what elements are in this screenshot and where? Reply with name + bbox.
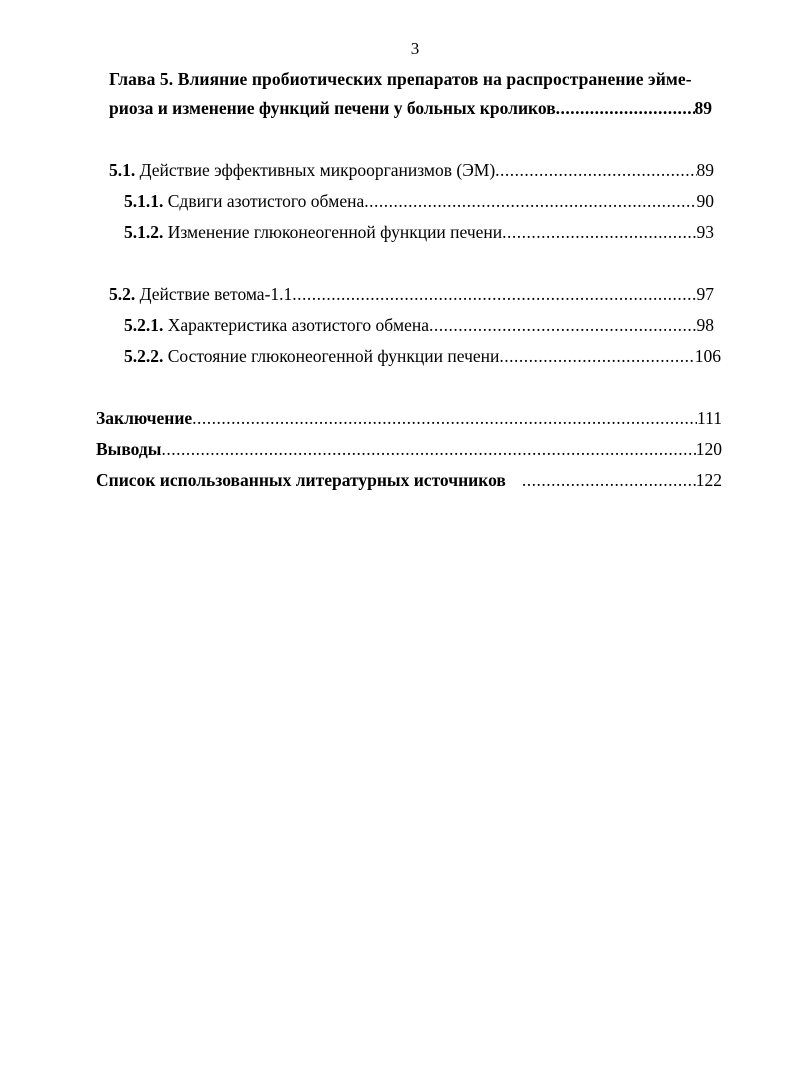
toc-entry-5-2[interactable] [109, 283, 714, 305]
section-page: 98 [696, 315, 714, 335]
toc-entry-5-2-1[interactable] [124, 314, 714, 336]
back-matter-page: 120 [695, 439, 722, 459]
toc-entry-references[interactable] [96, 469, 722, 491]
section-title: Действие ветома-1.1 [135, 284, 293, 304]
chapter-title-line1: Глава 5. Влияние пробиотических препаратов на распространение эйме- [109, 69, 692, 89]
section-page: 106 [694, 346, 721, 366]
leader-dots [502, 221, 696, 243]
back-matter-title: Список использованных литературных источников [96, 470, 506, 490]
leader-dots [499, 345, 694, 367]
back-matter-title: Выводы [96, 439, 162, 459]
leader-dots [556, 97, 695, 119]
section-number: 5.2.2. [124, 346, 164, 366]
back-matter-title: Заключение [96, 408, 193, 428]
leader-dots [522, 469, 696, 491]
toc-entry-conclusion[interactable] [96, 407, 722, 429]
section-number: 5.2.1. [124, 315, 164, 335]
leader-dots [364, 190, 696, 212]
page-number: 3 [410, 39, 420, 58]
toc-entry-5-1-1[interactable] [124, 190, 714, 212]
leader-dots [495, 159, 696, 181]
toc-entry-chapter-5[interactable] [109, 97, 712, 119]
chapter-title-line2: риоза и изменение функций печени у больных кроликов [109, 98, 556, 118]
toc-entry-findings[interactable] [96, 438, 722, 460]
section-title: Сдвиги азотистого обмена [163, 191, 365, 211]
leader-dots [192, 407, 697, 429]
section-number: 5.2. [109, 284, 136, 304]
section-number: 5.1.1. [124, 191, 164, 211]
toc-entry-5-2-2[interactable] [124, 345, 721, 367]
toc-entry-5-1-2[interactable] [124, 221, 714, 243]
section-page: 90 [696, 191, 714, 211]
section-title: Действие эффективных микроорганизмов (ЭМ) [135, 160, 496, 180]
leader-dots [429, 314, 696, 336]
section-page: 89 [696, 160, 714, 180]
toc-entry-5-1[interactable] [109, 159, 714, 181]
section-title: Изменение глюконеогенной функции печени [163, 222, 503, 242]
chapter-page: 89 [694, 98, 712, 118]
back-matter-page: 111 [697, 408, 722, 428]
section-page: 97 [696, 284, 714, 304]
section-number: 5.1. [109, 160, 136, 180]
leader-dots [292, 283, 696, 305]
leader-dots [161, 438, 695, 460]
section-number: 5.1.2. [124, 222, 164, 242]
section-page: 93 [696, 222, 714, 242]
back-matter-page: 122 [695, 470, 722, 490]
section-title: Состояние глюконеогенной функции печени [163, 346, 500, 366]
section-title: Характеристика азотистого обмена [163, 315, 430, 335]
